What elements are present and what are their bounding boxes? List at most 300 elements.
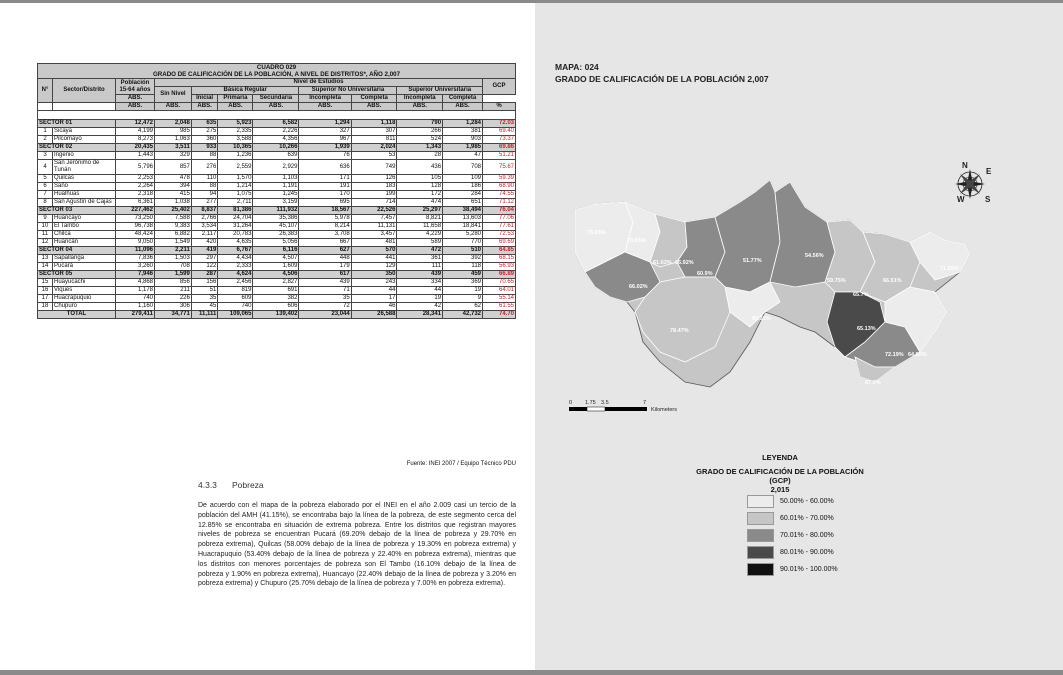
legend-label: 60.01% - 70.00% [780,515,834,522]
cell-value: 382 [253,295,299,303]
cell-value: 636 [299,160,351,175]
cell-value: 94 [191,191,217,199]
cell-value: 985 [155,128,192,136]
cell-value: 172 [397,191,443,199]
cell-value: 62 [443,303,483,311]
cell-value: 44 [351,287,397,295]
cell-value: 1,985 [443,144,483,152]
cell-value: 856 [155,279,192,287]
gcp-value: 66.89 [483,271,516,279]
cell-value: 191 [299,183,351,191]
cell-value: 1,118 [351,120,397,128]
sector-row [38,247,516,255]
cell-value: 749 [351,160,397,175]
cell-value: 2,766 [191,215,217,223]
cell-value: 3,457 [351,231,397,239]
header-abs: ABS. [351,103,397,111]
table-row [38,303,516,311]
cell-value: 20,435 [116,144,155,152]
cell-value: 23,044 [299,311,351,319]
total-row [38,311,516,319]
cell-value: 76 [299,152,351,160]
district-name: Chilca [53,231,116,239]
legend-swatch [747,529,774,542]
table-row [38,152,516,160]
cell-value: 1,236 [218,152,253,160]
header-sup-univ: Superior Universitaria [397,87,483,95]
cell-value: 26,588 [351,311,397,319]
cell-value: 5,923 [218,120,253,128]
cell-value: 819 [218,287,253,295]
cell-value: 111,932 [253,207,299,215]
header-gcp: GCP [483,79,516,95]
cell-value: 243 [351,279,397,287]
cell-value: 18,567 [299,207,351,215]
legend-swatch [747,495,774,508]
cell-value: 7,836 [116,255,155,263]
cell-value: 126 [351,175,397,183]
cell-value: 740 [116,295,155,303]
cell-value: 360 [191,136,217,144]
cell-value: 441 [351,255,397,263]
cell-value: 46 [351,303,397,311]
cell-value: 10,365 [218,144,253,152]
document-spread [0,2,1063,670]
cell-value: 3,260 [116,263,155,271]
header-abs: ABS. [253,103,299,111]
cell-value: 459 [443,271,483,279]
header-abs: ABS. [218,103,253,111]
cell-value: 1,284 [443,120,483,128]
row-number: 16 [38,287,53,295]
cell-value: 1,343 [397,144,443,152]
gcp-value: 74.55 [483,191,516,199]
district-name: Pucará [53,263,116,271]
map-title: GRADO DE CALIFICACIÓN DE LA POBLACIÓN 2,007 [555,74,769,84]
compass-letter: E [986,167,992,176]
cell-value: 606 [253,303,299,311]
cell-value: 118 [443,263,483,271]
cell-value: 109 [443,175,483,183]
table-row [38,231,516,239]
cell-value: 6,882 [155,231,192,239]
cell-value: 42 [397,303,443,311]
cell-value: 691 [253,287,299,295]
gcp-value: 75.67 [483,160,516,175]
cell-value: 4,506 [253,271,299,279]
cell-value: 105 [397,175,443,183]
sector-row [38,120,516,128]
row-number: 14 [38,263,53,271]
cell-value: 2,048 [155,120,192,128]
cell-value: 2,335 [218,128,253,136]
cell-value: 28,341 [397,311,443,319]
cell-value: 226 [155,295,192,303]
district-name: Quilcas [53,175,116,183]
cell-value: 1,939 [299,144,351,152]
top-border [0,0,1063,3]
cell-value: 6,361 [116,199,155,207]
table-caption: CUADRO 029 GRADO DE CALIFICACIÓN DE LA POBLACIÓN, A NIVEL DE DISTRITOS*, AÑO 2,007 [38,64,516,79]
cell-value: 381 [443,128,483,136]
cell-value: 4,624 [218,271,253,279]
cell-value: 4,868 [116,279,155,287]
cell-value: 1,245 [253,191,299,199]
table-source: Fuente: INEI 2007 / Equipo Técnico PDU [406,461,516,467]
cell-value: 1,443 [116,152,155,160]
cell-value: 171 [299,175,351,183]
cell-value: 439 [397,271,443,279]
cell-value: 199 [351,191,397,199]
row-number: 8 [38,199,53,207]
cell-value: 2,559 [218,160,253,175]
gcp-value: 69.40 [483,128,516,136]
header-nivel: Nivel de Estudios [155,79,483,87]
cell-value: 183 [351,183,397,191]
row-number: 1 [38,128,53,136]
cell-value: 5,056 [253,239,299,247]
table-row [38,287,516,295]
map-region [770,182,835,287]
row-number: 7 [38,191,53,199]
header-abs: ABS. [299,103,351,111]
cell-value: 38,494 [443,207,483,215]
legend-item [747,546,887,558]
sector-row [38,144,516,152]
header-abs: ABS. [116,95,155,103]
cell-value: 2,024 [351,144,397,152]
cell-value: 129 [351,263,397,271]
cell-value: 369 [443,279,483,287]
cell-value: 589 [397,239,443,247]
sector-name: TOTAL [38,311,116,319]
sector-name: SECTOR 02 [38,144,116,152]
gcp-value: 56.93 [483,263,516,271]
gcp-value: 72.03 [483,120,516,128]
cell-value: 2,253 [116,175,155,183]
cell-value: 790 [397,120,443,128]
cell-value: 109,065 [218,311,253,319]
cell-value: 448 [299,255,351,263]
table-row [38,183,516,191]
cell-value: 474 [397,199,443,207]
cell-value: 13,603 [443,215,483,223]
table-row [38,295,516,303]
table-body [38,120,516,319]
cell-value: 122 [191,263,217,271]
row-number: 18 [38,303,53,311]
cell-value: 110 [191,175,217,183]
region-value-label: 75.93% [587,230,606,236]
gcp-value: 61.55 [483,303,516,311]
cell-value: 284 [443,191,483,199]
cell-value: 478 [155,175,192,183]
district-name: Saño [53,183,116,191]
section-title: Pobreza [232,480,264,490]
cell-value: 170 [299,191,351,199]
cell-value: 17 [351,295,397,303]
cell-value: 276 [191,160,217,175]
header-completa: Completa [351,95,397,103]
table-row [38,175,516,183]
cell-value: 6,116 [253,247,299,255]
cell-value: 4,507 [253,255,299,263]
cell-value: 287 [191,271,217,279]
scale-tick-label: 1.75 [585,400,596,406]
cell-value: 708 [443,160,483,175]
cell-value: 2,211 [155,247,192,255]
row-number: 13 [38,255,53,263]
legend-swatch [747,546,774,559]
district-map [565,161,992,402]
header-incompleta: Incompleta [397,95,443,103]
cell-value: 1,570 [218,175,253,183]
district-name: Huancayo [53,215,116,223]
district-name: Sapallanga [53,255,116,263]
cell-value: 53 [351,152,397,160]
legend-item [747,512,887,524]
cell-value: 857 [155,160,192,175]
cell-value: 3,588 [218,136,253,144]
district-name: Ingenio [53,152,116,160]
cell-value: 415 [155,191,192,199]
cell-value: 4,356 [253,136,299,144]
table-row [38,136,516,144]
cell-value: 5,280 [443,231,483,239]
cell-value: 7,588 [155,215,192,223]
map-region [715,180,780,292]
gcp-value: 73.37 [483,136,516,144]
cell-value: 297 [191,255,217,263]
district-name: Huancán [53,239,116,247]
header-pct: % [483,103,516,111]
header-abs: ABS. [443,103,483,111]
map-scale-bar [567,398,697,418]
row-number: 10 [38,223,53,231]
region-value-label: 78.47% [670,328,689,334]
header-sector: Sector/Distrito [53,79,116,103]
region-value-label: 66.02% [629,284,648,290]
header-abs: ABS. [116,103,155,111]
cell-value: 34,771 [155,311,192,319]
region-value-label: 71.65% [940,266,959,272]
cell-value: 4,635 [218,239,253,247]
cell-value: 25,402 [155,207,192,215]
district-name: Huayucachi [53,279,116,287]
cell-value: 1,214 [218,183,253,191]
compass-letter: S [985,195,991,204]
cell-value: 439 [299,279,351,287]
cell-value: 9,383 [155,223,192,231]
header-abs: ABS. [397,103,443,111]
cell-value: 26,383 [253,231,299,239]
row-number: 6 [38,183,53,191]
cell-value: 48,424 [116,231,155,239]
cell-value: 5,796 [116,160,155,175]
scale-tick-label: 7 [643,400,647,406]
region-value-label: 61.03% [653,260,672,266]
region-value-label: 59.75% [827,278,846,284]
row-number: 9 [38,215,53,223]
cell-value: 570 [351,247,397,255]
cell-value: 11,096 [116,247,155,255]
region-value-label: 72.19% [885,352,904,358]
cell-value: 211 [155,287,192,295]
cell-value: 392 [443,255,483,263]
sector-name: SECTOR 05 [38,271,116,279]
cell-value: 31,264 [218,223,253,231]
cell-value: 18,841 [443,223,483,231]
cell-value: 227,462 [116,207,155,215]
cell-value: 1,549 [155,239,192,247]
cell-value: 635 [191,120,217,128]
legend-label: 80.01% - 90.00% [780,549,834,556]
legend-item [747,529,887,541]
gcp-value: 70.65 [483,279,516,287]
cell-value: 8,273 [116,136,155,144]
table-row [38,199,516,207]
scale-tick-label: 0 [569,400,573,406]
table-row [38,279,516,287]
cell-value: 35 [191,295,217,303]
cell-value: 19 [443,287,483,295]
header-sup-no-univ: Superior No Universitaria [299,87,397,95]
cell-value: 903 [443,136,483,144]
gcp-value: 55.14 [483,295,516,303]
cell-value: 2,318 [116,191,155,199]
row-number: 15 [38,279,53,287]
cell-value: 811 [351,136,397,144]
sector-name: SECTOR 01 [38,120,116,128]
cell-value: 12,472 [116,120,155,128]
cell-value: 1,294 [299,120,351,128]
district-name: Chupuro [53,303,116,311]
cell-value: 277 [191,199,217,207]
cell-value: 4,199 [116,128,155,136]
header-poblacion: Población 15-64 años [116,79,155,95]
gcp-value: 77.06 [483,215,516,223]
gcp-value: 69.86 [483,144,516,152]
header-basica: Básica Regular [191,87,299,95]
region-value-label: 70.65% [627,238,646,244]
sector-name: SECTOR 03 [38,207,116,215]
legend-item [747,495,887,507]
table-row [38,263,516,271]
cell-value: 72 [299,303,351,311]
cell-value: 20,783 [218,231,253,239]
cell-value: 3,708 [299,231,351,239]
cell-value: 73,250 [116,215,155,223]
cell-value: 609 [218,295,253,303]
cell-value: 5,978 [299,215,351,223]
gcp-value: 51.21 [483,152,516,160]
region-value-label: 66.51% [883,278,902,284]
header-sin-nivel: Sin Nivel [155,87,192,103]
region-value-label: 65.7% [853,292,869,298]
district-name: Viques [53,287,116,295]
cell-value: 1,038 [155,199,192,207]
cell-value: 2,333 [218,263,253,271]
region-value-label: 67.3% [865,380,881,386]
districts-table [37,63,516,319]
table-row [38,160,516,175]
gcp-value: 59.39 [483,175,516,183]
gcp-value: 77.61 [483,223,516,231]
header-incompleta: Incompleta [299,95,351,103]
cell-value: 8,837 [191,207,217,215]
cell-value: 88 [191,152,217,160]
cell-value: 481 [351,239,397,247]
legend-swatch [747,563,774,576]
cell-value: 1,160 [116,303,155,311]
cell-value: 420 [191,239,217,247]
cell-value: 111 [397,263,443,271]
cell-value: 419 [191,247,217,255]
cell-value: 2,264 [116,183,155,191]
header-n: N° [38,79,53,103]
cell-value: 6,582 [253,120,299,128]
legend-item [747,563,887,575]
cell-value: 9,050 [116,239,155,247]
cell-value: 7,457 [351,215,397,223]
cell-value: 1,599 [155,271,192,279]
cell-value: 1,609 [253,263,299,271]
region-value-label: 66.92% [675,260,694,266]
compass-letter: W [957,195,965,204]
cell-value: 25,297 [397,207,443,215]
cell-value: 510 [443,247,483,255]
cell-value: 8,214 [299,223,351,231]
header-abs: ABS. [191,103,217,111]
cell-value: 51 [191,287,217,295]
cell-value: 8,821 [397,215,443,223]
cell-value: 4,229 [397,231,443,239]
cell-value: 279,411 [116,311,155,319]
row-number: 4 [38,160,53,175]
cell-value: 770 [443,239,483,247]
cell-value: 1,503 [155,255,192,263]
scale-tick-label: 3.5 [601,400,609,406]
legend-label: 70.01% - 80.00% [780,532,834,539]
cell-value: 2,456 [218,279,253,287]
cell-value: 714 [351,199,397,207]
cell-value: 4,434 [218,255,253,263]
cell-value: 10,266 [253,144,299,152]
cell-value: 81,386 [218,207,253,215]
cell-value: 306 [155,303,192,311]
cell-value: 1,191 [253,183,299,191]
cell-value: 275 [191,128,217,136]
table-row [38,215,516,223]
section-number: 4.3.3 [198,480,217,490]
cell-value: 44 [397,287,443,295]
cell-value: 524 [397,136,443,144]
cell-value: 179 [299,263,351,271]
region-value-label: 51.77% [743,258,762,264]
cell-value: 329 [155,152,192,160]
gcp-value: 68.90 [483,183,516,191]
cell-value: 627 [299,247,351,255]
cell-value: 2,827 [253,279,299,287]
legend-label: 50.00% - 60.00% [780,498,834,505]
cell-value: 45 [191,303,217,311]
table-row [38,239,516,247]
header-secundaria: Secundaria [253,95,299,103]
cell-value: 740 [218,303,253,311]
cell-value: 35 [299,295,351,303]
map-id: MAPA: 024 [555,62,599,72]
cell-value: 1,063 [155,136,192,144]
